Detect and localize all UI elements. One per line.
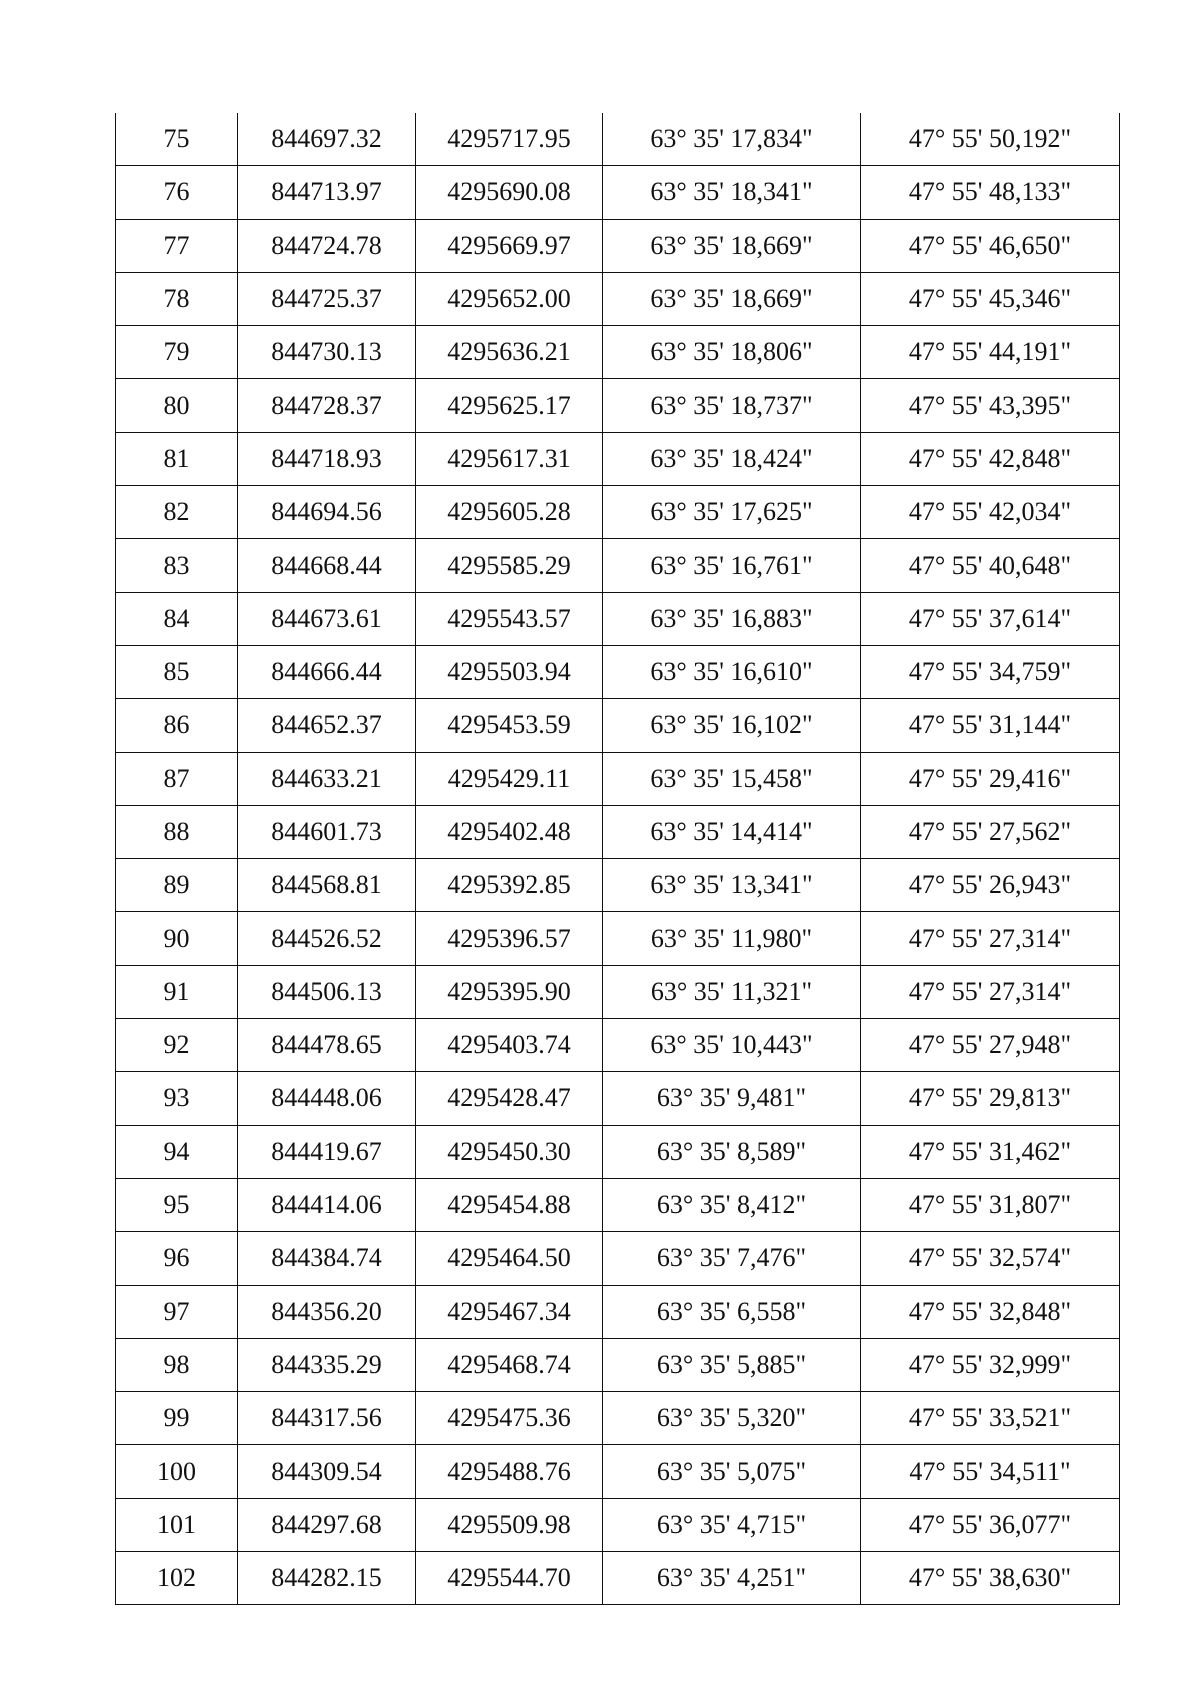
table-row — [116, 1552, 1120, 1605]
longitude-cell: 63° 35' 18,806" — [603, 326, 861, 379]
latitude-cell: 47° 55' 33,521" — [861, 1392, 1120, 1445]
x-coordinate-cell: 844673.61 — [238, 592, 416, 645]
point-number-cell: 78 — [116, 272, 238, 325]
longitude-cell: 63° 35' 18,737" — [603, 379, 861, 432]
latitude-cell: 47° 55' 45,346" — [861, 272, 1120, 325]
table-row — [116, 379, 1120, 432]
table-row — [116, 859, 1120, 912]
y-coordinate-cell: 4295453.59 — [416, 699, 603, 752]
point-number-cell: 80 — [116, 379, 238, 432]
x-coordinate-cell: 844448.06 — [238, 1072, 416, 1125]
point-number-cell: 94 — [116, 1125, 238, 1178]
latitude-cell: 47° 55' 32,848" — [861, 1285, 1120, 1338]
table-row — [116, 1019, 1120, 1072]
y-coordinate-cell: 4295669.97 — [416, 219, 603, 272]
x-coordinate-cell: 844335.29 — [238, 1338, 416, 1391]
y-coordinate-cell: 4295403.74 — [416, 1019, 603, 1072]
point-number-cell: 81 — [116, 432, 238, 485]
x-coordinate-cell: 844633.21 — [238, 752, 416, 805]
longitude-cell: 63° 35' 11,980" — [603, 912, 861, 965]
y-coordinate-cell: 4295585.29 — [416, 539, 603, 592]
point-number-cell: 77 — [116, 219, 238, 272]
point-number-cell: 92 — [116, 1019, 238, 1072]
longitude-cell: 63° 35' 13,341" — [603, 859, 861, 912]
point-number-cell: 90 — [116, 912, 238, 965]
point-number-cell: 83 — [116, 539, 238, 592]
y-coordinate-cell: 4295605.28 — [416, 486, 603, 539]
table-row — [116, 113, 1120, 166]
latitude-cell: 47° 55' 27,314" — [861, 965, 1120, 1018]
table-row — [116, 912, 1120, 965]
longitude-cell: 63° 35' 5,320" — [603, 1392, 861, 1445]
latitude-cell: 47° 55' 29,416" — [861, 752, 1120, 805]
point-number-cell: 91 — [116, 965, 238, 1018]
point-number-cell: 76 — [116, 166, 238, 219]
latitude-cell: 47° 55' 44,191" — [861, 326, 1120, 379]
latitude-cell: 47° 55' 40,648" — [861, 539, 1120, 592]
y-coordinate-cell: 4295429.11 — [416, 752, 603, 805]
latitude-cell: 47° 55' 42,848" — [861, 432, 1120, 485]
latitude-cell: 47° 55' 27,948" — [861, 1019, 1120, 1072]
y-coordinate-cell: 4295617.31 — [416, 432, 603, 485]
point-number-cell: 82 — [116, 486, 238, 539]
y-coordinate-cell: 4295652.00 — [416, 272, 603, 325]
x-coordinate-cell: 844730.13 — [238, 326, 416, 379]
table-row — [116, 486, 1120, 539]
longitude-cell: 63° 35' 17,834" — [603, 113, 861, 166]
x-coordinate-cell: 844713.97 — [238, 166, 416, 219]
longitude-cell: 63° 35' 5,885" — [603, 1338, 861, 1391]
latitude-cell: 47° 55' 43,395" — [861, 379, 1120, 432]
x-coordinate-cell: 844724.78 — [238, 219, 416, 272]
point-number-cell: 100 — [116, 1445, 238, 1498]
coordinates-table-body — [116, 113, 1120, 1605]
latitude-cell: 47° 55' 27,314" — [861, 912, 1120, 965]
x-coordinate-cell: 844478.65 — [238, 1019, 416, 1072]
table-row — [116, 166, 1120, 219]
x-coordinate-cell: 844297.68 — [238, 1498, 416, 1551]
table-row — [116, 1338, 1120, 1391]
x-coordinate-cell: 844666.44 — [238, 645, 416, 698]
longitude-cell: 63° 35' 17,625" — [603, 486, 861, 539]
y-coordinate-cell: 4295509.98 — [416, 1498, 603, 1551]
y-coordinate-cell: 4295464.50 — [416, 1232, 603, 1285]
longitude-cell: 63° 35' 14,414" — [603, 805, 861, 858]
longitude-cell: 63° 35' 8,412" — [603, 1178, 861, 1231]
x-coordinate-cell: 844725.37 — [238, 272, 416, 325]
point-number-cell: 89 — [116, 859, 238, 912]
table-row — [116, 1178, 1120, 1231]
longitude-cell: 63° 35' 5,075" — [603, 1445, 861, 1498]
table-row — [116, 1232, 1120, 1285]
table-row — [116, 326, 1120, 379]
point-number-cell: 102 — [116, 1552, 238, 1605]
longitude-cell: 63° 35' 11,321" — [603, 965, 861, 1018]
latitude-cell: 47° 55' 50,192" — [861, 113, 1120, 166]
point-number-cell: 96 — [116, 1232, 238, 1285]
longitude-cell: 63° 35' 4,715" — [603, 1498, 861, 1551]
latitude-cell: 47° 55' 26,943" — [861, 859, 1120, 912]
latitude-cell: 47° 55' 36,077" — [861, 1498, 1120, 1551]
y-coordinate-cell: 4295428.47 — [416, 1072, 603, 1125]
y-coordinate-cell: 4295690.08 — [416, 166, 603, 219]
longitude-cell: 63° 35' 16,102" — [603, 699, 861, 752]
y-coordinate-cell: 4295503.94 — [416, 645, 603, 698]
point-number-cell: 93 — [116, 1072, 238, 1125]
longitude-cell: 63° 35' 9,481" — [603, 1072, 861, 1125]
table-row — [116, 752, 1120, 805]
x-coordinate-cell: 844601.73 — [238, 805, 416, 858]
y-coordinate-cell: 4295467.34 — [416, 1285, 603, 1338]
x-coordinate-cell: 844317.56 — [238, 1392, 416, 1445]
longitude-cell: 63° 35' 16,610" — [603, 645, 861, 698]
latitude-cell: 47° 55' 46,650" — [861, 219, 1120, 272]
table-row — [116, 1498, 1120, 1551]
y-coordinate-cell: 4295488.76 — [416, 1445, 603, 1498]
y-coordinate-cell: 4295395.90 — [416, 965, 603, 1018]
latitude-cell: 47° 55' 48,133" — [861, 166, 1120, 219]
latitude-cell: 47° 55' 37,614" — [861, 592, 1120, 645]
latitude-cell: 47° 55' 32,999" — [861, 1338, 1120, 1391]
y-coordinate-cell: 4295625.17 — [416, 379, 603, 432]
table-row — [116, 805, 1120, 858]
table-row — [116, 272, 1120, 325]
x-coordinate-cell: 844568.81 — [238, 859, 416, 912]
latitude-cell: 47° 55' 42,034" — [861, 486, 1120, 539]
point-number-cell: 97 — [116, 1285, 238, 1338]
x-coordinate-cell: 844356.20 — [238, 1285, 416, 1338]
x-coordinate-cell: 844718.93 — [238, 432, 416, 485]
latitude-cell: 47° 55' 31,144" — [861, 699, 1120, 752]
latitude-cell: 47° 55' 31,807" — [861, 1178, 1120, 1231]
table-row — [116, 1125, 1120, 1178]
x-coordinate-cell: 844419.67 — [238, 1125, 416, 1178]
point-number-cell: 86 — [116, 699, 238, 752]
x-coordinate-cell: 844694.56 — [238, 486, 416, 539]
table-row — [116, 539, 1120, 592]
latitude-cell: 47° 55' 38,630" — [861, 1552, 1120, 1605]
x-coordinate-cell: 844414.06 — [238, 1178, 416, 1231]
y-coordinate-cell: 4295543.57 — [416, 592, 603, 645]
y-coordinate-cell: 4295454.88 — [416, 1178, 603, 1231]
point-number-cell: 84 — [116, 592, 238, 645]
y-coordinate-cell: 4295450.30 — [416, 1125, 603, 1178]
longitude-cell: 63° 35' 18,669" — [603, 272, 861, 325]
table-row — [116, 219, 1120, 272]
point-number-cell: 101 — [116, 1498, 238, 1551]
y-coordinate-cell: 4295402.48 — [416, 805, 603, 858]
longitude-cell: 63° 35' 7,476" — [603, 1232, 861, 1285]
x-coordinate-cell: 844668.44 — [238, 539, 416, 592]
x-coordinate-cell: 844728.37 — [238, 379, 416, 432]
x-coordinate-cell: 844697.32 — [238, 113, 416, 166]
point-number-cell: 95 — [116, 1178, 238, 1231]
y-coordinate-cell: 4295392.85 — [416, 859, 603, 912]
longitude-cell: 63° 35' 4,251" — [603, 1552, 861, 1605]
longitude-cell: 63° 35' 8,589" — [603, 1125, 861, 1178]
longitude-cell: 63° 35' 16,883" — [603, 592, 861, 645]
point-number-cell: 99 — [116, 1392, 238, 1445]
point-number-cell: 85 — [116, 645, 238, 698]
longitude-cell: 63° 35' 18,341" — [603, 166, 861, 219]
table-row — [116, 1445, 1120, 1498]
latitude-cell: 47° 55' 34,511" — [861, 1445, 1120, 1498]
latitude-cell: 47° 55' 32,574" — [861, 1232, 1120, 1285]
y-coordinate-cell: 4295717.95 — [416, 113, 603, 166]
x-coordinate-cell: 844506.13 — [238, 965, 416, 1018]
longitude-cell: 63° 35' 15,458" — [603, 752, 861, 805]
longitude-cell: 63° 35' 18,669" — [603, 219, 861, 272]
latitude-cell: 47° 55' 31,462" — [861, 1125, 1120, 1178]
table-row — [116, 1392, 1120, 1445]
table-row — [116, 592, 1120, 645]
latitude-cell: 47° 55' 34,759" — [861, 645, 1120, 698]
table-row — [116, 645, 1120, 698]
y-coordinate-cell: 4295475.36 — [416, 1392, 603, 1445]
coordinates-table — [115, 113, 1120, 1605]
longitude-cell: 63° 35' 18,424" — [603, 432, 861, 485]
table-row — [116, 699, 1120, 752]
x-coordinate-cell: 844384.74 — [238, 1232, 416, 1285]
x-coordinate-cell: 844526.52 — [238, 912, 416, 965]
x-coordinate-cell: 844282.15 — [238, 1552, 416, 1605]
y-coordinate-cell: 4295544.70 — [416, 1552, 603, 1605]
y-coordinate-cell: 4295636.21 — [416, 326, 603, 379]
x-coordinate-cell: 844309.54 — [238, 1445, 416, 1498]
longitude-cell: 63° 35' 10,443" — [603, 1019, 861, 1072]
latitude-cell: 47° 55' 29,813" — [861, 1072, 1120, 1125]
x-coordinate-cell: 844652.37 — [238, 699, 416, 752]
point-number-cell: 79 — [116, 326, 238, 379]
table-row — [116, 1072, 1120, 1125]
y-coordinate-cell: 4295468.74 — [416, 1338, 603, 1391]
point-number-cell: 88 — [116, 805, 238, 858]
table-row — [116, 432, 1120, 485]
longitude-cell: 63° 35' 16,761" — [603, 539, 861, 592]
point-number-cell: 75 — [116, 113, 238, 166]
longitude-cell: 63° 35' 6,558" — [603, 1285, 861, 1338]
latitude-cell: 47° 55' 27,562" — [861, 805, 1120, 858]
point-number-cell: 87 — [116, 752, 238, 805]
y-coordinate-cell: 4295396.57 — [416, 912, 603, 965]
point-number-cell: 98 — [116, 1338, 238, 1391]
table-row — [116, 1285, 1120, 1338]
table-row — [116, 965, 1120, 1018]
